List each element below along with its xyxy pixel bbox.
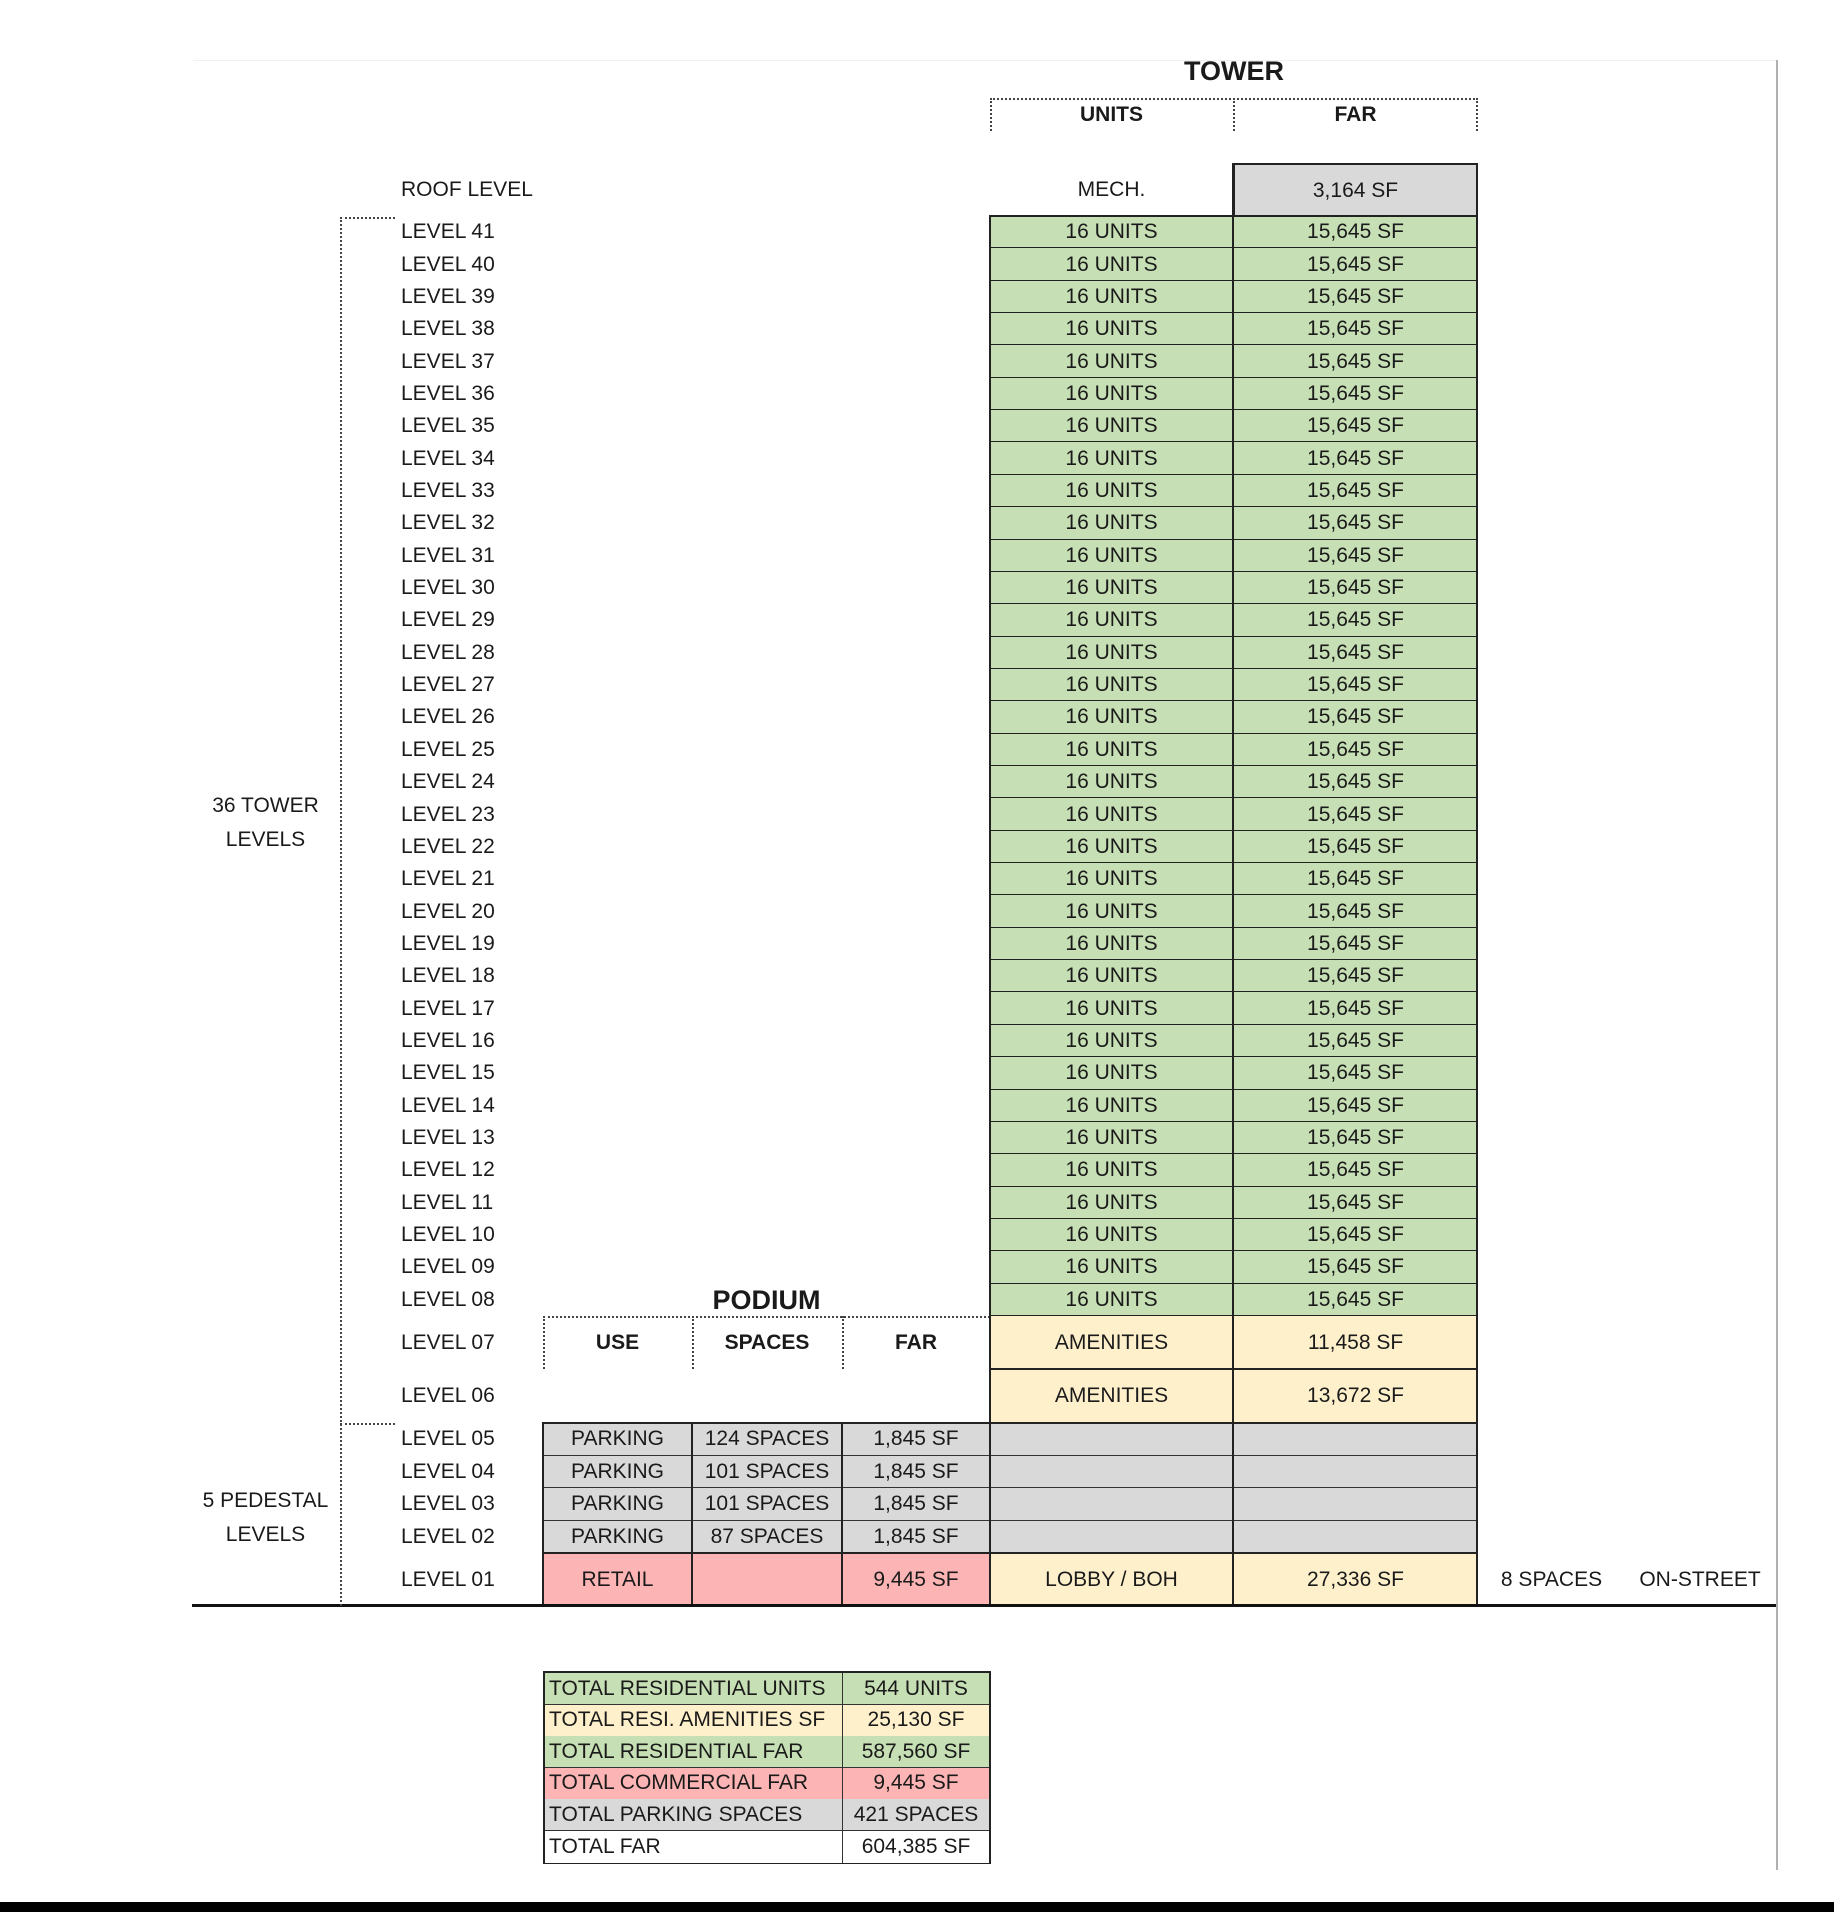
residential-far-cell: 15,645 SF: [1233, 216, 1478, 248]
residential-far-cell: 15,645 SF: [1233, 442, 1478, 474]
tower-group-label-line1: 36 TOWER: [212, 794, 319, 817]
street-parking-type: ON-STREET: [1639, 1568, 1761, 1591]
residential-far-cell: 15,645 SF: [1233, 1025, 1478, 1057]
tower-empty-far-cell: [1233, 1488, 1478, 1521]
amenity-far-cell-07: 11,458 SF: [1233, 1316, 1478, 1369]
residential-units-cell: 16 UNITS: [990, 378, 1233, 410]
tower-group-label: [192, 789, 339, 857]
level-label: LEVEL 14: [401, 1093, 495, 1117]
residential-far-cell: 15,645 SF: [1233, 1154, 1478, 1186]
summary-row: [545, 1705, 989, 1737]
level-label: LEVEL 12: [401, 1158, 495, 1182]
residential-units-cell: 16 UNITS: [990, 1154, 1233, 1186]
level-label: LEVEL 30: [401, 576, 495, 600]
level-label: LEVEL 34: [401, 446, 495, 470]
retail-spaces-cell: [692, 1553, 842, 1606]
amenity-far-cell-06: 13,672 SF: [1233, 1369, 1478, 1423]
tower-empty-far-cell: [1233, 1521, 1478, 1554]
level-label: LEVEL 37: [401, 349, 495, 373]
parking-use-cell: PARKING: [543, 1423, 692, 1456]
podium-div1-border: [691, 1422, 693, 1606]
summary-label: TOTAL RESI. AMENITIES SF: [545, 1705, 843, 1736]
level-label: LEVEL 16: [401, 1029, 495, 1052]
residential-far-cell: 15,645 SF: [1233, 1090, 1478, 1122]
level-label: LEVEL 32: [401, 511, 495, 535]
residential-far-cell: 15,645 SF: [1233, 960, 1478, 992]
residential-units-cell: 16 UNITS: [990, 313, 1233, 345]
level-label: LEVEL 11: [401, 1190, 494, 1214]
residential-far-cell: 15,645 SF: [1233, 1284, 1478, 1316]
level-label: LEVEL 26: [401, 705, 495, 729]
level-label-01: LEVEL 01: [401, 1568, 495, 1591]
residential-units-cell: 16 UNITS: [990, 992, 1233, 1024]
podium-left-border: [542, 1422, 544, 1606]
residential-units-cell: 16 UNITS: [990, 1187, 1233, 1219]
parking-use-cell: PARKING: [543, 1488, 692, 1521]
parking-far-cell: 1,845 SF: [842, 1488, 990, 1521]
level-label: LEVEL 28: [401, 640, 495, 664]
residential-units-cell: 16 UNITS: [990, 540, 1233, 572]
parking-far-cell: 1,845 SF: [842, 1521, 990, 1554]
residential-units-cell: 16 UNITS: [990, 507, 1233, 539]
level-label: LEVEL 41: [401, 220, 495, 244]
residential-far-cell: 15,645 SF: [1233, 1251, 1478, 1283]
residential-far-cell: 15,645 SF: [1233, 701, 1478, 733]
level06-bottom-border: [543, 1422, 1478, 1424]
tower-group-bracket: [340, 217, 342, 1606]
summary-value: 9,445 SF: [873, 1771, 959, 1794]
level-label: LEVEL 22: [401, 834, 495, 858]
pedestal-group-bracket-top: [340, 1423, 395, 1425]
residential-units-cell: 16 UNITS: [990, 410, 1233, 442]
residential-far-cell: 15,645 SF: [1233, 863, 1478, 895]
residential-units-cell: 16 UNITS: [990, 216, 1233, 248]
podium-header-far: FAR: [895, 1331, 937, 1354]
summary-value: 421 SPACES: [853, 1802, 979, 1826]
residential-far-cell: 15,645 SF: [1233, 831, 1478, 863]
level-label: LEVEL 09: [401, 1255, 495, 1279]
residential-far-cell: 15,645 SF: [1233, 992, 1478, 1024]
level-label: LEVEL 05: [401, 1427, 495, 1451]
summary-row: [545, 1831, 989, 1863]
lobby-units-cell: LOBBY / BOH: [990, 1553, 1233, 1606]
residential-far-cell: 15,645 SF: [1233, 540, 1478, 572]
level-label: LEVEL 39: [401, 284, 495, 308]
level-label-06: LEVEL 06: [401, 1384, 495, 1407]
bottom-bar: [0, 1902, 1834, 1912]
level-label: LEVEL 13: [401, 1126, 495, 1150]
residential-units-cell: 16 UNITS: [990, 572, 1233, 604]
level-label: LEVEL 25: [401, 737, 495, 761]
tower-title: TOWER: [1184, 56, 1284, 86]
residential-units-cell: 16 UNITS: [990, 669, 1233, 701]
lobby-far-cell: 27,336 SF: [1233, 1553, 1478, 1606]
residential-units-cell: 16 UNITS: [990, 734, 1233, 766]
parking-spaces-cell: 124 SPACES: [692, 1423, 842, 1456]
level-label: LEVEL 29: [401, 608, 495, 632]
tower-empty-units-cell: [990, 1521, 1233, 1554]
level-label: LEVEL 35: [401, 414, 495, 438]
residential-units-cell: 16 UNITS: [990, 766, 1233, 798]
residential-far-cell: 15,645 SF: [1233, 1057, 1478, 1089]
summary-row: [545, 1799, 989, 1831]
parking-spaces-cell: 101 SPACES: [692, 1488, 842, 1521]
tower-group-bracket-top: [340, 217, 395, 219]
residential-units-cell: 16 UNITS: [990, 1025, 1233, 1057]
residential-far-cell: 15,645 SF: [1233, 313, 1478, 345]
podium-div2-border: [841, 1422, 843, 1606]
level-label: LEVEL 23: [401, 802, 495, 826]
pedestal-group-label: [192, 1484, 339, 1552]
residential-far-cell: 15,645 SF: [1233, 507, 1478, 539]
residential-far-cell: 15,645 SF: [1233, 1219, 1478, 1251]
residential-units-cell: 16 UNITS: [990, 637, 1233, 669]
residential-far-cell: 15,645 SF: [1233, 248, 1478, 280]
level-label: LEVEL 33: [401, 479, 495, 502]
summary-row: [545, 1736, 989, 1768]
residential-far-cell: 15,645 SF: [1233, 895, 1478, 927]
residential-units-cell: 16 UNITS: [990, 1219, 1233, 1251]
residential-units-cell: 16 UNITS: [990, 1057, 1233, 1089]
residential-far-cell: 15,645 SF: [1233, 378, 1478, 410]
parking-spaces-cell: 87 SPACES: [692, 1521, 842, 1554]
tower-left-border: [989, 216, 991, 1606]
residential-far-cell: 15,645 SF: [1233, 345, 1478, 377]
tower-empty-far-cell: [1233, 1456, 1478, 1489]
residential-units-cell: 16 UNITS: [990, 863, 1233, 895]
residential-far-cell: 15,645 SF: [1233, 1187, 1478, 1219]
level-label: LEVEL 02: [401, 1524, 495, 1548]
parking-use-cell: PARKING: [543, 1456, 692, 1489]
level-label: LEVEL 24: [401, 770, 495, 794]
residential-far-cell: 15,645 SF: [1233, 572, 1478, 604]
residential-units-cell: 16 UNITS: [990, 701, 1233, 733]
residential-units-cell: 16 UNITS: [990, 475, 1233, 507]
level-label: LEVEL 36: [401, 381, 495, 405]
parking-use-cell: PARKING: [543, 1521, 692, 1554]
residential-far-cell: 15,645 SF: [1233, 928, 1478, 960]
residential-units-cell: 16 UNITS: [990, 1122, 1233, 1154]
podium-header-top-border: [543, 1316, 990, 1318]
level-label-07: LEVEL 07: [401, 1331, 495, 1354]
residential-units-cell: 16 UNITS: [990, 831, 1233, 863]
residential-far-cell: 15,645 SF: [1233, 637, 1478, 669]
residential-far-cell: 15,645 SF: [1233, 281, 1478, 313]
pedestal-group-label-line2: LEVELS: [225, 1523, 306, 1546]
level-label: LEVEL 15: [401, 1061, 495, 1085]
residential-far-cell: 15,645 SF: [1233, 766, 1478, 798]
residential-units-cell: 16 UNITS: [990, 960, 1233, 992]
tower-empty-units-cell: [990, 1488, 1233, 1521]
tower-top-border: [989, 215, 1478, 217]
parking-spaces-cell: 101 SPACES: [692, 1456, 842, 1489]
summary-table: [543, 1671, 991, 1864]
residential-far-cell: 15,645 SF: [1233, 410, 1478, 442]
residential-far-cell: 15,645 SF: [1233, 669, 1478, 701]
tower-right-border: [1476, 163, 1478, 1606]
residential-far-cell: 15,645 SF: [1233, 734, 1478, 766]
summary-row: [545, 1673, 989, 1705]
podium-header-spaces: SPACES: [724, 1331, 810, 1354]
tower-empty-units-cell: [990, 1456, 1233, 1489]
retail-use-cell: RETAIL: [543, 1553, 692, 1606]
level-label: LEVEL 18: [401, 964, 495, 988]
level-label: LEVEL 03: [401, 1492, 495, 1516]
residential-units-cell: 16 UNITS: [990, 1251, 1233, 1283]
residential-units-cell: 16 UNITS: [990, 345, 1233, 377]
tower-empty-far-cell: [1233, 1423, 1478, 1456]
residential-far-cell: 15,645 SF: [1233, 475, 1478, 507]
sheet-right-edge: [1776, 60, 1778, 1870]
summary-row: [545, 1768, 989, 1800]
summary-value: 25,130 SF: [867, 1708, 965, 1731]
residential-units-cell: 16 UNITS: [990, 928, 1233, 960]
ground-line: [192, 1604, 1776, 1607]
level-label: LEVEL 10: [401, 1223, 495, 1247]
summary-label: TOTAL PARKING SPACES: [545, 1799, 843, 1830]
residential-units-cell: 16 UNITS: [990, 798, 1233, 830]
level-label: LEVEL 31: [401, 543, 495, 567]
level07-bottom-border: [989, 1368, 1478, 1370]
level-label: LEVEL 08: [401, 1287, 495, 1311]
level-label: LEVEL 20: [401, 899, 495, 923]
summary-label: TOTAL RESIDENTIAL FAR: [545, 1736, 843, 1767]
summary-value: 544 UNITS: [864, 1676, 968, 1700]
residential-far-cell: 15,645 SF: [1233, 604, 1478, 636]
level-label: LEVEL 38: [401, 317, 495, 341]
level-label: LEVEL 19: [401, 931, 495, 955]
parking-far-cell: 1,845 SF: [842, 1423, 990, 1456]
summary-value: 587,560 SF: [861, 1739, 971, 1763]
parking-far-cell: 1,845 SF: [842, 1456, 990, 1489]
retail-far-cell: 9,445 SF: [842, 1553, 990, 1606]
residential-units-cell: 16 UNITS: [990, 604, 1233, 636]
roof-units-cell: MECH.: [1077, 177, 1146, 201]
amenity-units-cell-06: AMENITIES: [990, 1369, 1233, 1423]
level02-bottom-border: [543, 1552, 1478, 1554]
summary-label: TOTAL FAR: [545, 1831, 843, 1863]
residential-units-cell: 16 UNITS: [990, 281, 1233, 313]
pedestal-group-label-line1: 5 PEDESTAL: [202, 1489, 329, 1512]
podium-header-use: USE: [595, 1331, 640, 1354]
residential-units-cell: 16 UNITS: [990, 1090, 1233, 1122]
roof-far-cell: 3,164 SF: [1233, 163, 1478, 216]
summary-value: 604,385 SF: [861, 1834, 971, 1858]
level-label-roof: ROOF LEVEL: [401, 178, 533, 201]
residential-units-cell: 16 UNITS: [990, 248, 1233, 280]
tower-group-label-line2: LEVELS: [225, 828, 306, 851]
residential-units-cell: 16 UNITS: [990, 1284, 1233, 1316]
residential-units-cell: 16 UNITS: [990, 442, 1233, 474]
level-label: LEVEL 27: [401, 673, 495, 697]
level-label: LEVEL 21: [401, 867, 495, 891]
tower-mid-border: [1232, 163, 1234, 1606]
tower-empty-units-cell: [990, 1423, 1233, 1456]
podium-title: PODIUM: [712, 1285, 821, 1315]
residential-far-cell: 15,645 SF: [1233, 798, 1478, 830]
residential-units-cell: 16 UNITS: [990, 895, 1233, 927]
residential-far-cell: 15,645 SF: [1233, 1122, 1478, 1154]
sheet-top-rule: [193, 60, 1776, 61]
tower-header-far: FAR: [1334, 103, 1377, 126]
level-label: LEVEL 04: [401, 1459, 495, 1483]
amenity-units-cell-07: AMENITIES: [990, 1316, 1233, 1369]
summary-label: TOTAL COMMERCIAL FAR: [545, 1768, 843, 1799]
street-parking-spaces: 8 SPACES: [1500, 1568, 1603, 1591]
tower-header-units: UNITS: [1080, 103, 1143, 126]
summary-label: TOTAL RESIDENTIAL UNITS: [545, 1673, 843, 1704]
level-label: LEVEL 17: [401, 996, 495, 1020]
level-label: LEVEL 40: [401, 252, 495, 276]
